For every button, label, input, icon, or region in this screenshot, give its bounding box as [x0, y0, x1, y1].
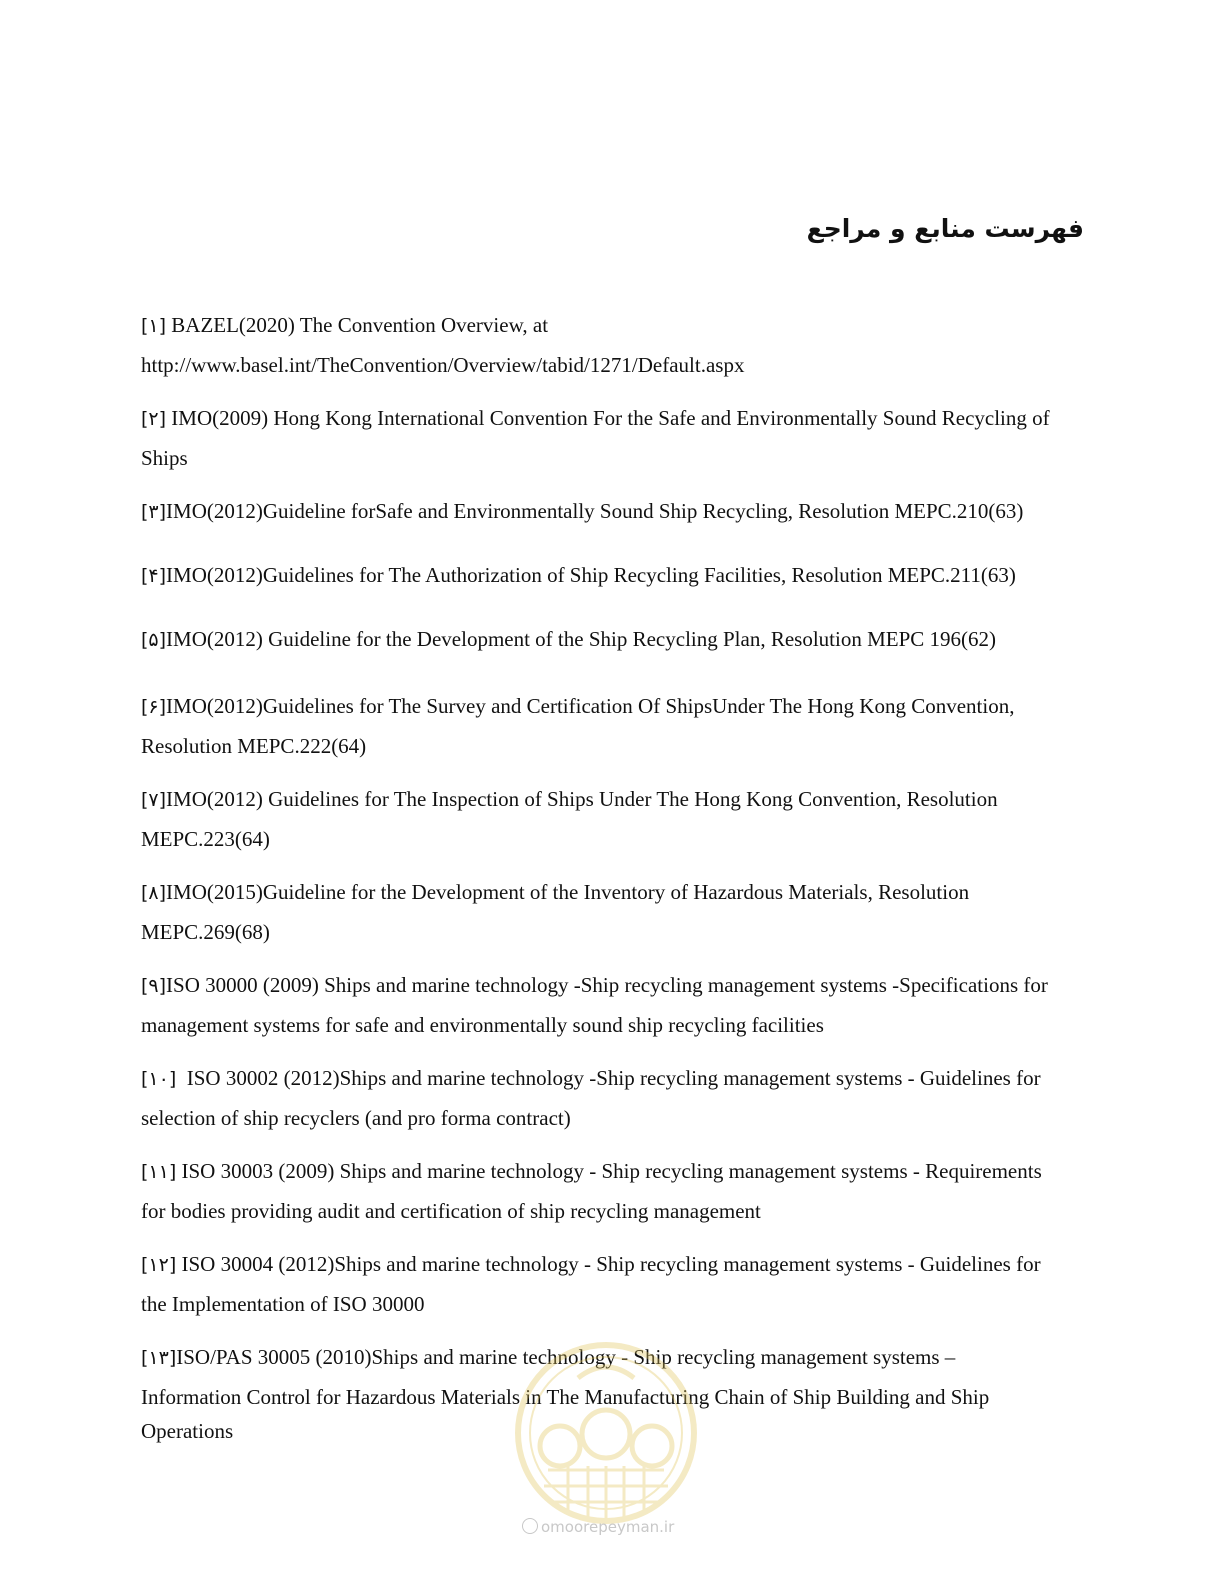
reference-item: [141, 1059, 1091, 1138]
reference-number: [۱۰]: [141, 1068, 177, 1090]
reference-item: [141, 687, 1091, 766]
reference-text: ISO/PAS 30005 (2010)Ships and marine technology - Ship recycling management systems –: [176, 1345, 956, 1369]
reference-item: [141, 1152, 1091, 1231]
reference-item: [141, 1245, 1091, 1324]
reference-text: IMO(2009) Hong Kong International Convention For the Safe and Environmentally Sound Recycling of: [166, 406, 1050, 430]
reference-text-cont: MEPC.269(68): [141, 920, 270, 944]
reference-text-cont2: Operations: [141, 1419, 234, 1443]
reference-text: ISO 30003 (2009) Ships and marine technology - Ship recycling management systems - Requirements: [176, 1159, 1042, 1183]
reference-number: [۱۲]: [141, 1254, 177, 1276]
reference-number: [۴]: [141, 565, 167, 587]
reference-list: [141, 306, 1091, 1459]
reference-number: [۱]: [141, 315, 167, 337]
reference-text: IMO(2015)Guideline for the Development of the Inventory of Hazardous Materials, Resolution: [166, 880, 970, 904]
reference-item: [141, 306, 1091, 385]
reference-text-cont: the Implementation of ISO 30000: [141, 1292, 425, 1316]
reference-number: [۷]: [141, 789, 167, 811]
watermark-site: omoorepeyman.ir: [522, 1518, 674, 1536]
reference-text-cont: MEPC.223(64): [141, 827, 270, 851]
reference-item: [141, 780, 1091, 859]
reference-number: [۳]: [141, 501, 167, 523]
reference-text: ISO 30004 (2012)Ships and marine technology - Ship recycling management systems - Guidelines for: [176, 1252, 1041, 1276]
reference-text-cont: selection of ship recyclers (and pro forma contract): [141, 1106, 571, 1130]
reference-text-cont: management systems for safe and environmentally sound ship recycling facilities: [141, 1013, 824, 1037]
reference-number: [۲]: [141, 408, 167, 430]
reference-text: IMO(2012)Guideline forSafe and Environmentally Sound Ship Recycling, Resolution MEPC.210(63): [166, 499, 1024, 523]
reference-text-cont: for bodies providing audit and certification of ship recycling management: [141, 1199, 761, 1223]
reference-item: [141, 399, 1091, 478]
reference-text: ISO 30000 (2009) Ships and marine technology -Ship recycling management systems -Specifications for: [166, 973, 1048, 997]
reference-text: IMO(2012) Guidelines for The Inspection of Ships Under The Hong Kong Convention, Resolution: [166, 787, 998, 811]
reference-number: [۸]: [141, 882, 167, 904]
reference-text-cont: Information Control for Hazardous Materials in The Manufacturing Chain of Ship Building and Ship: [141, 1385, 990, 1409]
reference-text: BAZEL(2020) The Convention Overview, at: [166, 313, 549, 337]
reference-number: [۶]: [141, 696, 167, 718]
page-title: فهرست منابع و مراجع: [806, 214, 1084, 243]
reference-text: ISO 30002 (2012)Ships and marine technology -Ship recycling management systems - Guidelines for: [176, 1066, 1041, 1090]
reference-text-cont: Ships: [141, 446, 188, 470]
reference-item: [141, 556, 1091, 596]
reference-number: [۱۳]: [141, 1347, 177, 1369]
globe-icon: [522, 1518, 538, 1534]
reference-url: http://www.basel.int/TheConvention/Overview/tabid/1271/Default.aspx: [141, 353, 745, 377]
reference-item: [141, 620, 1091, 660]
reference-text-cont: Resolution MEPC.222(64): [141, 734, 367, 758]
reference-text: IMO(2012)Guidelines for The Authorization of Ship Recycling Facilities, Resolution MEPC.211(63): [166, 563, 1016, 587]
reference-number: [۹]: [141, 975, 167, 997]
reference-item: [141, 873, 1091, 952]
reference-number: [۵]: [141, 629, 167, 651]
reference-item: [141, 966, 1091, 1045]
reference-item: [141, 1338, 1091, 1445]
reference-item: [141, 492, 1091, 532]
reference-number: [۱۱]: [141, 1161, 177, 1183]
reference-text: IMO(2012) Guideline for the Development of the Ship Recycling Plan, Resolution MEPC 196(62): [166, 627, 996, 651]
reference-text: IMO(2012)Guidelines for The Survey and Certification Of ShipsUnder The Hong Kong Convention,: [166, 694, 1015, 718]
